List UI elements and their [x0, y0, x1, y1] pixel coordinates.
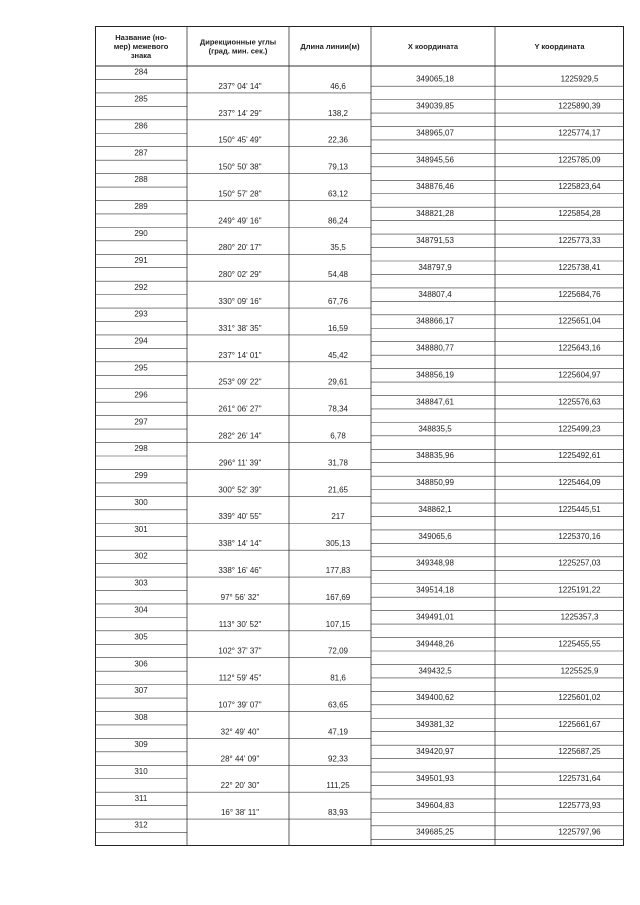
segment-row [218, 82, 346, 91]
point-id: 306 [134, 659, 148, 669]
point-id: 295 [134, 363, 148, 373]
segment-row [218, 539, 350, 548]
y-coordinate: 1225464,09 [558, 478, 601, 488]
direction-angle: 237° 14' 29" [218, 108, 262, 118]
segment-row [218, 566, 350, 575]
table-row [134, 552, 601, 568]
direction-angle: 102° 37' 37" [218, 646, 262, 656]
table-row [134, 525, 601, 541]
line-length: 63,12 [327, 189, 349, 199]
line-length: 83,93 [327, 808, 349, 818]
line-length: 107,15 [325, 619, 351, 629]
segment-row [218, 109, 348, 118]
y-coordinate: 1225445,51 [558, 504, 601, 514]
point-id: 312 [134, 820, 148, 830]
y-coordinate: 1225492,61 [558, 451, 601, 461]
direction-angle: 237° 04' 14" [218, 81, 262, 91]
line-length: 72,09 [327, 646, 349, 656]
line-length: 47,19 [327, 727, 349, 737]
x-coordinate: 349685,25 [416, 827, 454, 837]
line-length: 81,6 [330, 673, 346, 683]
y-coordinate: 1225774,17 [558, 128, 601, 138]
x-coordinate: 349420,97 [416, 747, 454, 757]
table-row [134, 606, 599, 622]
y-coordinate: 1225191,22 [558, 585, 601, 595]
x-coordinate: 348791,53 [416, 235, 454, 245]
table-row [135, 794, 602, 810]
direction-angle: 338° 14' 14" [218, 539, 262, 549]
header-name: мер) межевого [113, 42, 169, 51]
line-length: 45,42 [327, 350, 349, 360]
x-coordinate: 349432,5 [418, 666, 452, 676]
y-coordinate: 1225357,3 [560, 612, 599, 622]
header-y: Y координата [534, 42, 585, 51]
header-length: Длина линии(м) [300, 42, 360, 51]
table-row [134, 175, 601, 191]
header-angle: Дирекционные углы [199, 37, 277, 47]
direction-angle: 338° 16' 46" [218, 566, 262, 575]
point-id: 290 [134, 228, 148, 238]
table-row [134, 95, 601, 111]
segment-row [219, 620, 351, 629]
point-id: 294 [134, 336, 148, 346]
table-grid [95, 26, 624, 846]
x-coordinate: 349604,83 [416, 800, 454, 810]
point-id: 303 [134, 578, 148, 588]
y-coordinate: 1225525,9 [560, 666, 599, 676]
x-coordinate: 349501,93 [416, 773, 454, 783]
direction-angle: 280° 02' 29" [218, 270, 262, 280]
direction-angle: 113° 30' 52" [218, 619, 262, 629]
x-coordinate: 349400,62 [416, 693, 454, 703]
point-id: 291 [134, 255, 148, 265]
point-id: 293 [134, 309, 148, 319]
segment-row [221, 808, 349, 817]
table-row [134, 417, 601, 433]
table-row [134, 148, 601, 164]
y-coordinate: 1225257,03 [558, 558, 601, 568]
x-coordinate: 348835,96 [416, 451, 454, 461]
direction-angle: 28° 44' 09" [220, 754, 260, 764]
point-id: 311 [134, 793, 148, 803]
table-row [134, 821, 601, 837]
table-row [134, 632, 601, 648]
table-row [134, 310, 601, 326]
line-length: 31,78 [327, 458, 349, 468]
x-coordinate: 348821,28 [416, 209, 454, 219]
table-row [134, 363, 601, 379]
y-coordinate: 1225773,33 [558, 235, 601, 245]
line-length: 79,13 [327, 162, 349, 172]
direction-angle: 249° 49' 16" [218, 216, 262, 226]
table-row [134, 686, 601, 702]
line-length: 22,36 [327, 135, 349, 145]
y-coordinate: 1225773,93 [558, 800, 601, 810]
y-coordinate: 1225651,04 [558, 316, 601, 326]
y-coordinate: 1225643,16 [558, 343, 601, 353]
line-length: 29,61 [327, 377, 349, 387]
point-id: 288 [134, 175, 148, 185]
point-id: 292 [134, 282, 148, 292]
direction-angle: 150° 45' 49" [218, 135, 262, 145]
direction-angle: 280° 20' 17" [218, 243, 262, 253]
direction-angle: 22° 20' 30" [220, 781, 260, 791]
segment-row [218, 243, 346, 252]
table-row [134, 767, 601, 783]
table-row [134, 256, 601, 272]
table-row [134, 740, 601, 756]
x-coordinate: 348856,19 [416, 370, 454, 380]
table-row [134, 579, 601, 595]
table-row [134, 229, 601, 245]
y-coordinate: 1225738,41 [558, 262, 601, 272]
point-id: 284 [134, 67, 148, 77]
line-length: 16,59 [327, 323, 349, 333]
x-coordinate: 349514,18 [416, 585, 454, 595]
x-coordinate: 348797,9 [418, 262, 452, 272]
line-length: 78,34 [327, 404, 349, 414]
line-length: 177,83 [325, 566, 351, 575]
point-id: 298 [134, 444, 148, 454]
point-id: 297 [134, 417, 148, 427]
segment-row [218, 485, 348, 494]
x-coordinate: 348876,46 [416, 182, 454, 192]
coordinates-table [95, 26, 624, 846]
point-id: 305 [134, 632, 148, 642]
line-length: 35,5 [330, 243, 346, 253]
line-length: 92,33 [327, 754, 349, 764]
point-id: 307 [134, 686, 148, 696]
x-coordinate: 348847,61 [416, 397, 454, 407]
x-coordinate: 348862,1 [418, 504, 452, 514]
x-coordinate: 349065,6 [418, 531, 452, 541]
line-length: 217 [331, 512, 345, 522]
point-id: 309 [134, 740, 148, 750]
direction-angle: 339° 40' 55" [218, 512, 262, 522]
x-coordinate: 349491,01 [416, 612, 454, 622]
segment-row [218, 163, 348, 172]
x-coordinate: 348850,99 [416, 478, 454, 488]
point-id: 301 [134, 524, 148, 534]
y-coordinate: 1225854,28 [558, 209, 601, 219]
point-id: 296 [134, 390, 148, 400]
segment-row [218, 405, 348, 414]
point-id: 304 [134, 605, 148, 615]
segment-row [219, 458, 349, 467]
y-coordinate: 1225823,64 [558, 182, 601, 192]
x-coordinate: 349381,32 [416, 720, 454, 730]
y-coordinate: 1225687,25 [558, 747, 601, 757]
x-coordinate: 349448,26 [416, 639, 454, 649]
line-length: 63,65 [327, 700, 349, 710]
line-length: 138,2 [327, 108, 349, 118]
segment-row [218, 512, 345, 521]
y-coordinate: 1225576,63 [558, 397, 601, 407]
direction-angle: 97° 56' 32" [220, 592, 260, 602]
direction-angle: 237° 14' 01" [218, 350, 262, 360]
direction-angle: 330° 09' 16" [218, 297, 262, 307]
segment-row [218, 297, 348, 306]
line-length: 67,76 [327, 297, 349, 307]
y-coordinate: 1225455,55 [558, 639, 601, 649]
direction-angle: 107° 39' 07" [218, 700, 262, 710]
segment-row [218, 216, 348, 225]
y-coordinate: 1225604,97 [558, 370, 601, 380]
direction-angle: 16° 38' 11" [220, 808, 260, 818]
y-coordinate: 1225601,02 [558, 693, 601, 703]
segment-row [218, 700, 348, 709]
segment-row [218, 324, 348, 333]
y-coordinate: 1225684,76 [558, 289, 601, 299]
y-coordinate: 1225929,5 [560, 74, 599, 84]
table-row [134, 659, 599, 675]
x-coordinate: 349065,18 [416, 74, 454, 84]
x-coordinate: 348835,5 [418, 424, 452, 434]
segment-row [221, 727, 349, 736]
direction-angle: 253° 09' 22" [218, 377, 262, 387]
point-id: 285 [134, 94, 148, 104]
table-row [134, 713, 601, 729]
point-id: 308 [134, 713, 148, 723]
line-length: 21,65 [327, 485, 349, 495]
line-length: 6,78 [330, 431, 346, 441]
line-length: 46,6 [330, 81, 346, 91]
point-id: 299 [134, 471, 148, 481]
direction-angle: 331° 38' 35" [218, 323, 262, 333]
point-id: 300 [134, 497, 148, 507]
line-length: 54,48 [327, 270, 349, 280]
segment-row [218, 189, 348, 198]
point-id: 289 [134, 202, 148, 212]
x-coordinate: 348866,17 [416, 316, 454, 326]
segment-row [218, 351, 348, 360]
point-id: 287 [134, 148, 148, 158]
y-coordinate: 1225731,64 [558, 773, 601, 783]
segment-row [218, 378, 348, 387]
table-row [134, 283, 601, 299]
direction-angle: 150° 50' 38" [218, 162, 262, 172]
segment-row [218, 136, 348, 145]
line-length: 305,13 [325, 539, 351, 549]
segment-row [219, 674, 347, 683]
line-length: 86,24 [327, 216, 349, 226]
header-name: знака [130, 51, 152, 60]
segment-row [221, 593, 351, 602]
segment-row [221, 754, 349, 763]
segment-row [218, 432, 346, 441]
direction-angle: 261° 06' 27" [218, 404, 262, 414]
y-coordinate: 1225661,67 [558, 720, 601, 730]
table-row [134, 202, 601, 218]
line-length: 111,25 [326, 781, 350, 791]
x-coordinate: 349039,85 [416, 101, 454, 111]
x-coordinate: 348945,56 [416, 155, 454, 165]
y-coordinate: 1225370,16 [558, 531, 601, 541]
y-coordinate: 1225890,39 [558, 101, 601, 111]
header-angle: (град. мин. сек.) [208, 46, 268, 56]
y-coordinate: 1225797,96 [558, 827, 601, 837]
table-row [134, 498, 601, 514]
x-coordinate: 348965,07 [416, 128, 454, 138]
segment-row [218, 270, 348, 279]
x-coordinate: 348880,77 [416, 343, 454, 353]
point-id: 286 [134, 121, 148, 131]
y-coordinate: 1225499,23 [558, 424, 601, 434]
direction-angle: 282° 26' 14" [218, 431, 262, 441]
header-x: X координата [407, 42, 459, 51]
x-coordinate: 348807,4 [418, 289, 452, 299]
point-id: 310 [134, 766, 148, 776]
table-row [134, 444, 601, 460]
table-row [134, 68, 599, 84]
table-row [134, 121, 601, 137]
table-row [134, 471, 601, 487]
point-id: 302 [134, 551, 148, 561]
direction-angle: 112° 59' 45" [218, 673, 262, 683]
direction-angle: 300° 52' 39" [218, 485, 262, 495]
header-name: Название (но- [115, 33, 167, 42]
segment-row [221, 781, 351, 790]
direction-angle: 150° 57' 28" [218, 189, 262, 199]
segment-row [218, 647, 348, 656]
table-row [134, 390, 601, 406]
line-length: 167,69 [325, 592, 351, 602]
direction-angle: 296° 11' 39" [218, 458, 262, 468]
direction-angle: 32° 49' 40" [220, 727, 260, 737]
table-row [134, 337, 601, 353]
y-coordinate: 1225785,09 [558, 155, 601, 165]
x-coordinate: 349348,98 [416, 558, 454, 568]
